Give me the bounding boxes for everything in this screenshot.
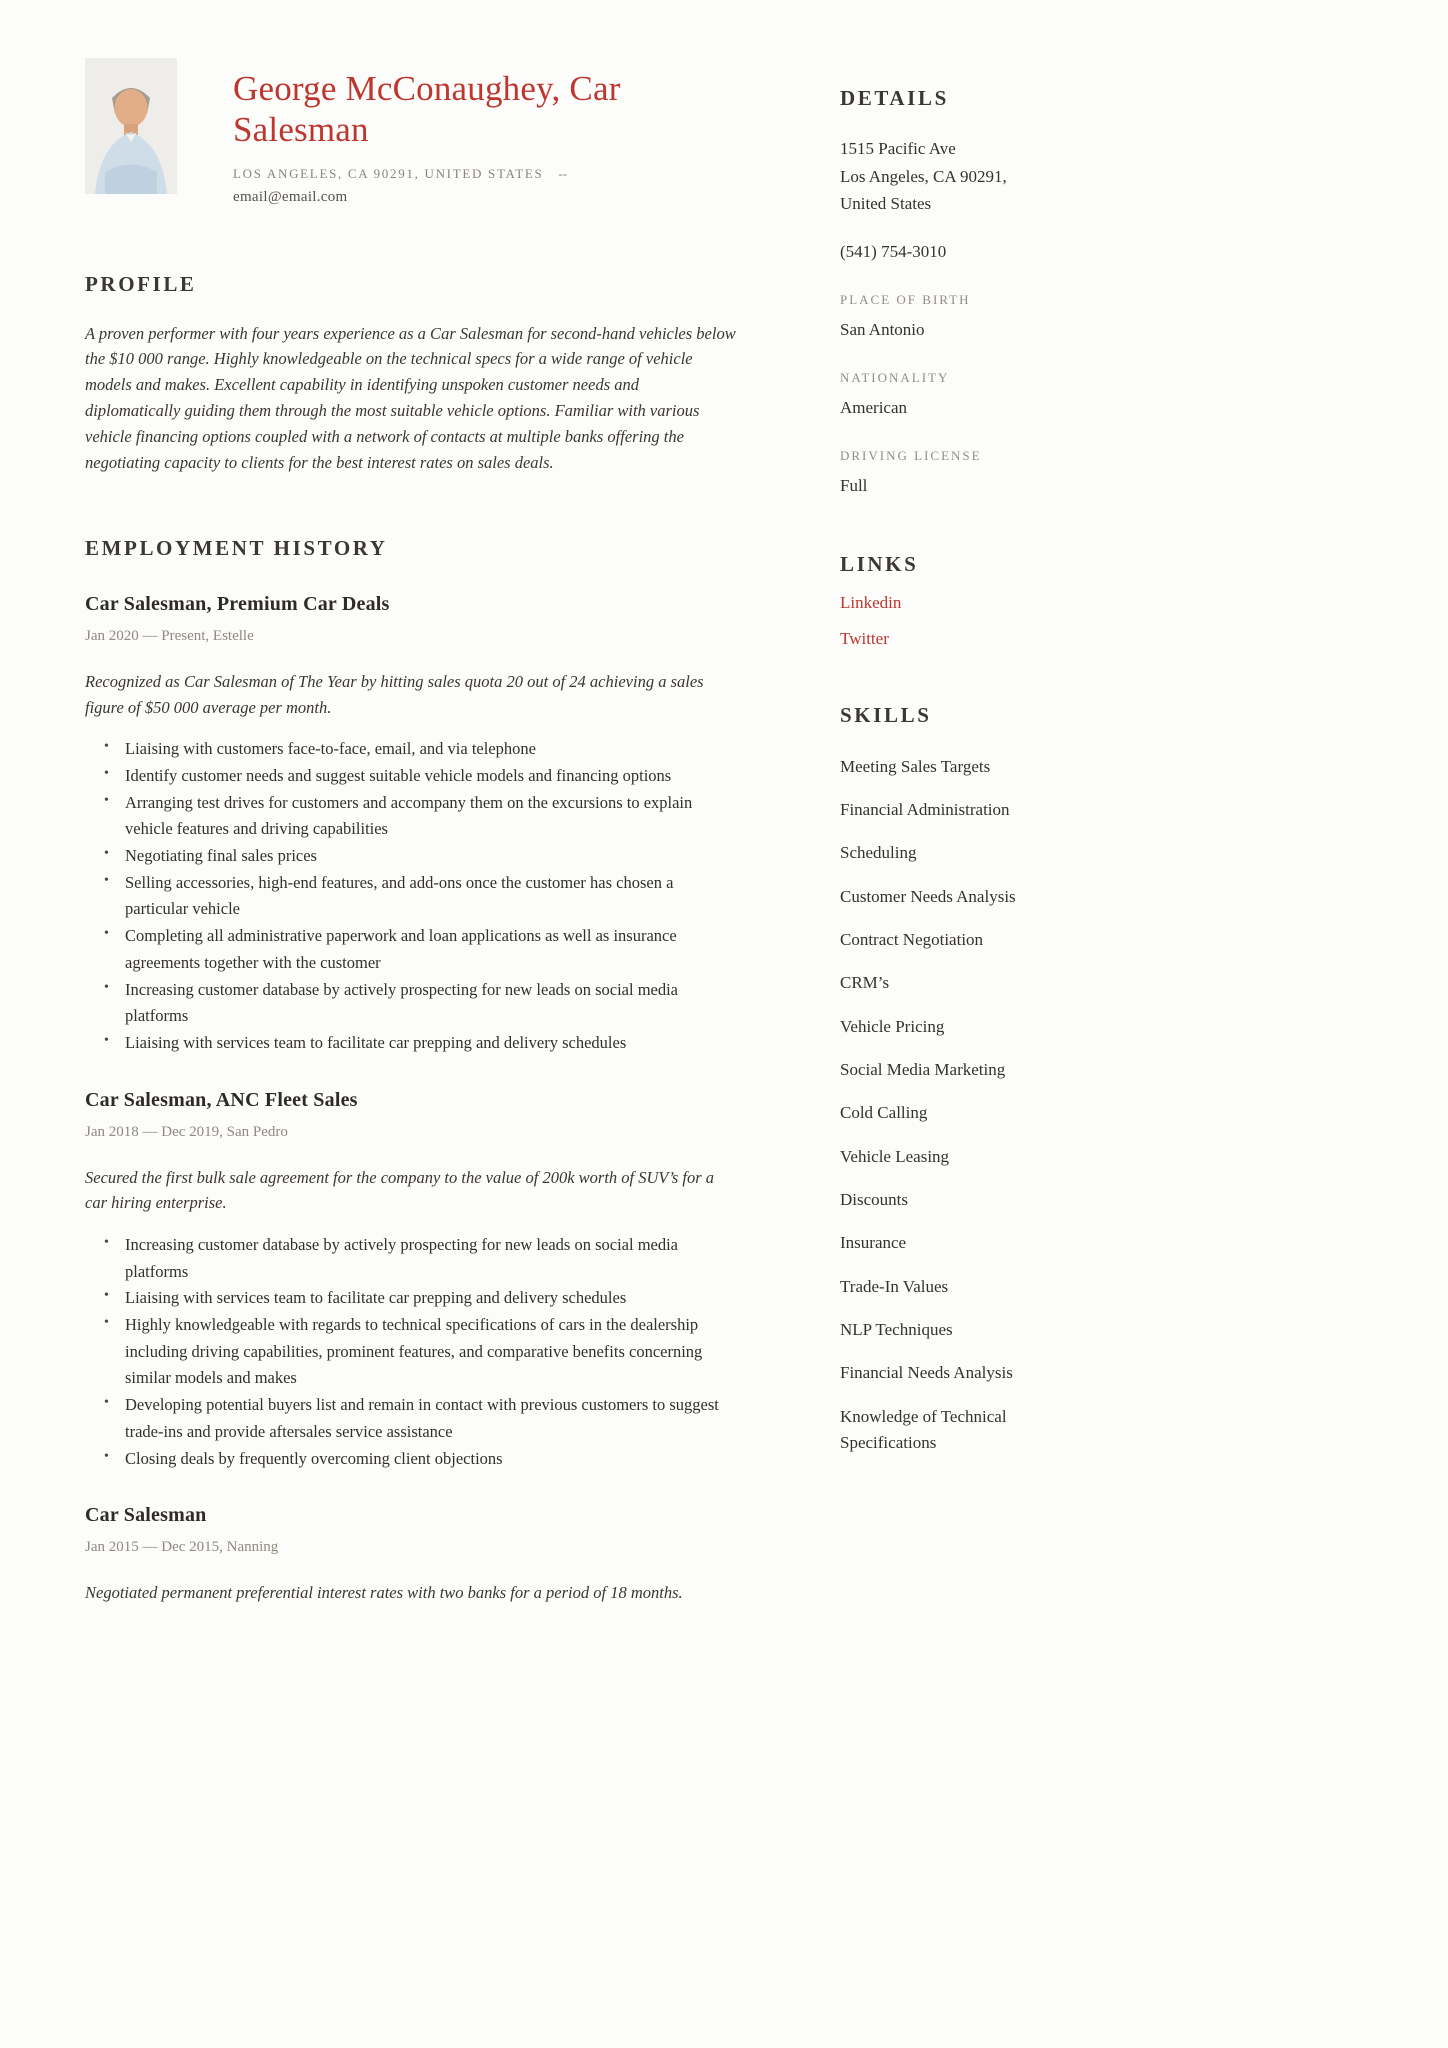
profile-heading: PROFILE xyxy=(85,271,197,296)
skill-item: Cold Calling xyxy=(840,1103,928,1123)
skill-item: Meeting Sales Targets xyxy=(840,756,991,776)
job-entry xyxy=(85,593,737,1057)
employment-section xyxy=(85,536,737,1606)
job-summary: Secured the first bulk sale agreement for the company to the value of 200k worth of SUV’s for a car hiring enterprise. xyxy=(85,1167,715,1213)
header xyxy=(85,58,737,206)
header-text xyxy=(233,58,713,206)
job-bullet-item: • Completing all administrative paperwork and loan applications as well as insurance agreements together with the customer xyxy=(85,923,737,976)
social-link[interactable]: Twitter xyxy=(840,628,889,648)
job-title: Car Salesman xyxy=(85,1504,207,1527)
job-title: Car Salesman, ANC Fleet Sales xyxy=(85,1088,358,1111)
detail-field-value: San Antonio xyxy=(840,319,925,339)
detail-field xyxy=(840,370,1055,418)
contact-line xyxy=(233,166,713,182)
profile-photo-graphic xyxy=(85,58,177,194)
skill-item: Insurance xyxy=(840,1233,907,1253)
job-entry xyxy=(85,1504,737,1606)
profile-photo xyxy=(85,58,177,194)
details-section xyxy=(840,86,1055,496)
email-link[interactable]: email@email.com xyxy=(233,188,348,205)
candidate-name: George McConaughey, Car Salesman xyxy=(233,69,621,150)
phone-number: (541) 754-3010 xyxy=(840,241,947,261)
job-bullet-item: • Highly knowledgeable with regards to technical specifications of cars in the dealership including driving capabilities, prominent features, and comparative benefits concerning similar models and makes xyxy=(85,1312,737,1392)
sidebar xyxy=(840,58,1055,1473)
job-bullet-item: • Identify customer needs and suggest suitable vehicle models and financing options xyxy=(85,763,737,790)
address-line: Los Angeles, CA 90291, xyxy=(840,166,1007,186)
skill-item: Knowledge of Technical Specifications xyxy=(840,1406,1007,1453)
skill-item: Financial Administration xyxy=(840,799,1010,819)
job-bullet-item: • Developing potential buyers list and remain in contact with previous customers to suggest trade-ins and provide aftersales service assistance xyxy=(85,1392,737,1445)
skill-item: Customer Needs Analysis xyxy=(840,886,1016,906)
links-heading: LINKS xyxy=(840,551,919,576)
employment-heading: EMPLOYMENT HISTORY xyxy=(85,535,388,560)
job-bullet-list xyxy=(85,736,737,1057)
skill-item: Discounts xyxy=(840,1190,908,1210)
address-block xyxy=(840,135,1055,218)
job-title: Car Salesman, Premium Car Deals xyxy=(85,592,390,615)
job-bullet-item: • Arranging test drives for customers and accompany them on the excursions to explain vehicle features and driving capabilities xyxy=(85,790,737,843)
details-heading: DETAILS xyxy=(840,86,949,110)
job-period: Jan 2018 — Dec 2019, San Pedro xyxy=(85,1123,288,1140)
job-bullet-item: • Increasing customer database by actively prospecting for new leads on social media platforms xyxy=(85,977,737,1030)
skill-item: Vehicle Leasing xyxy=(840,1146,950,1166)
job-bullet-item: • Liaising with services team to facilitate car prepping and delivery schedules xyxy=(85,1285,737,1312)
detail-field-value: Full xyxy=(840,475,868,495)
detail-fields xyxy=(840,292,1055,496)
links-section xyxy=(840,552,1055,649)
social-link[interactable]: Linkedin xyxy=(840,592,902,612)
skill-item: NLP Techniques xyxy=(840,1320,953,1340)
job-period: Jan 2020 — Present, Estelle xyxy=(85,627,254,644)
links-list xyxy=(840,593,1055,649)
job-bullet-item: • Negotiating final sales prices xyxy=(85,843,737,870)
skill-item: Trade-In Values xyxy=(840,1276,949,1296)
skills-section xyxy=(840,703,1055,1457)
location-separator: -- xyxy=(558,165,568,181)
job-bullet-list xyxy=(85,1232,737,1472)
address-line: United States xyxy=(840,194,932,214)
detail-field xyxy=(840,448,1055,496)
profile-section xyxy=(85,272,737,476)
skills-heading: SKILLS xyxy=(840,702,932,727)
job-bullet-item: • Liaising with customers face-to-face, email, and via telephone xyxy=(85,736,737,763)
job-summary: Negotiated permanent preferential interest rates with two banks for a period of 18 months. xyxy=(85,1583,683,1603)
location-text: LOS ANGELES, CA 90291, UNITED STATES xyxy=(233,165,544,181)
main-column xyxy=(85,58,737,1622)
profile-text: A proven performer with four years experience as a Car Salesman for second-hand vehicles below the $10 000 range. Highly knowledgeable on the technical specs for a wide range of vehicle models and makes. Excellent capability in identifying unspoken customer needs and diplomatically guiding them through the most suitable vehicle options. Familiar with various vehicle financing options coupled with a network of contacts at multiple banks offering the negotiating capacity to clients for the best interest rates on sales deals. xyxy=(85,323,736,473)
job-list xyxy=(85,593,737,1606)
detail-field-value: American xyxy=(840,397,908,417)
detail-field-label: NATIONALITY xyxy=(840,369,950,385)
job-bullet-item: • Selling accessories, high-end features, and add-ons once the customer has chosen a particular vehicle xyxy=(85,870,737,923)
skill-item: Vehicle Pricing xyxy=(840,1016,945,1036)
skill-item: Scheduling xyxy=(840,843,917,863)
detail-field-label: DRIVING LICENSE xyxy=(840,447,982,463)
address-line: 1515 Pacific Ave xyxy=(840,139,956,158)
job-entry xyxy=(85,1089,737,1473)
skill-item: Social Media Marketing xyxy=(840,1060,1006,1079)
detail-field xyxy=(840,292,1055,340)
job-period: Jan 2015 — Dec 2015, Nanning xyxy=(85,1539,279,1556)
skill-item: CRM’s xyxy=(840,973,890,993)
skill-item: Financial Needs Analysis xyxy=(840,1363,1013,1383)
detail-field-label: PLACE OF BIRTH xyxy=(840,291,971,307)
skills-list xyxy=(840,754,1055,1457)
job-summary: Recognized as Car Salesman of The Year by hitting sales quota 20 out of 24 achieving a sales figure of $50 000 average per month. xyxy=(85,671,704,717)
job-bullet-item: • Increasing customer database by actively prospecting for new leads on social media platforms xyxy=(85,1232,737,1285)
skill-item: Contract Negotiation xyxy=(840,929,984,949)
job-bullet-item: • Liaising with services team to facilitate car prepping and delivery schedules xyxy=(85,1030,737,1057)
job-bullet-item: • Closing deals by frequently overcoming client objections xyxy=(85,1446,737,1473)
